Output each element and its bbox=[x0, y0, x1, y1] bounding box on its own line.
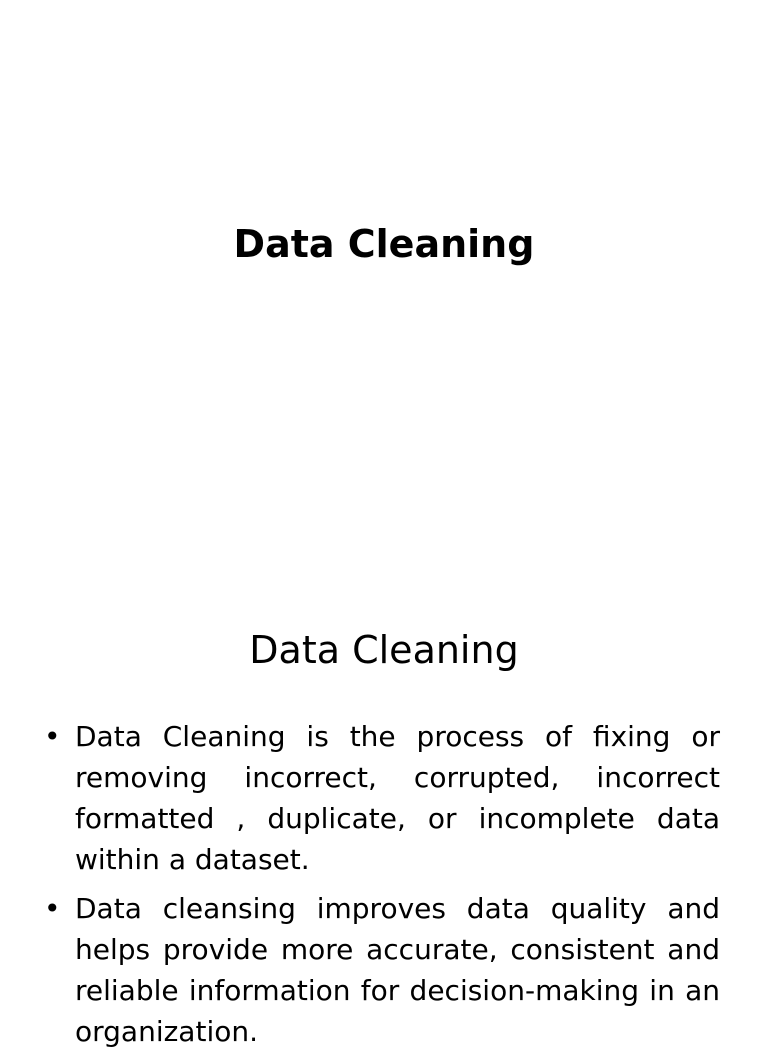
content-slide bbox=[0, 576, 768, 1048]
bullet-item bbox=[40, 716, 720, 880]
bullet-dot-icon: • bbox=[44, 720, 61, 753]
bullet-text: Data cleansing improves data quality and helps provide more accurate, consistent and reliable information for decision-making in an organization. bbox=[75, 892, 720, 1048]
bullet-list bbox=[40, 716, 720, 1060]
bullet-item bbox=[40, 888, 720, 1052]
slide-title: Data Cleaning bbox=[233, 222, 535, 266]
bullet-dot-icon: • bbox=[44, 892, 61, 925]
bullet-text: Data Cleaning is the process of fixing or removing incorrect, corrupted, incorrect formatted , duplicate, or incomplete data within a dataset. bbox=[75, 720, 720, 876]
slide-heading: Data Cleaning bbox=[249, 628, 519, 672]
